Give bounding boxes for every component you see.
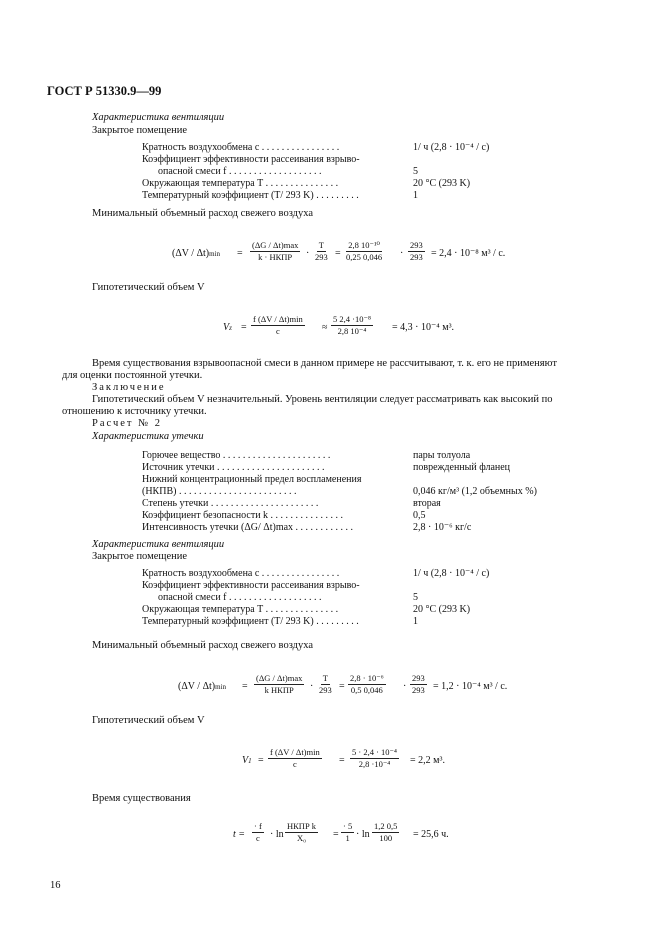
eq-result: = 2,4 · 10⁻⁸ м³ / с. <box>431 248 506 259</box>
eq-result: = 2,2 м³. <box>410 755 445 766</box>
fraction: · f c <box>254 821 262 843</box>
hyp-volume-1: Гипотетический объем V <box>92 282 205 293</box>
eq-result: = 1,2 · 10⁻⁴ м³ / с. <box>433 681 508 692</box>
conclusion-line1: Гипотетический объем V незначительный. Уровень вентиляции следует рассматривать как высокий по <box>92 394 553 405</box>
fraction: · 5 1 <box>343 821 353 843</box>
doc-header: ГОСТ Р 51330.9—99 <box>47 84 162 98</box>
fraction: 293 293 <box>412 673 425 695</box>
fraction: f (ΔV / Δt)min c <box>270 747 320 769</box>
eq-lhs: t = <box>233 829 246 840</box>
eq-result: = 4,3 · 10⁻⁴ м³. <box>392 322 455 333</box>
min-flow-2: Минимальный объемный расход свежего воздуха <box>92 640 314 651</box>
time-paragraph-line2: для оценки постоянной утечки. <box>62 370 203 381</box>
room-1: Закрытое помещение <box>92 125 188 136</box>
fraction: 5 · 2,4 · 10⁻⁴ 2,8 ·10⁻⁴ <box>352 747 397 769</box>
fraction: T 293 <box>319 673 332 695</box>
fraction: 1,2 0,5 100 <box>374 821 398 843</box>
fraction: 5 2,4 ·10⁻⁸ 2,8 10⁻⁴ <box>333 314 371 336</box>
conclusion-line2: отношению к источнику утечки. <box>62 406 207 417</box>
eq-lhs: (ΔV / Δt)min <box>178 681 227 692</box>
eq-lhs: (ΔV / Δt)min <box>172 248 221 259</box>
eq-lhs: Vz <box>223 322 232 333</box>
fraction: НКПР k X₀ <box>287 821 317 843</box>
room-2: Закрытое помещение <box>92 551 188 562</box>
page-number: 16 <box>50 880 61 891</box>
conclusion-title: Заключение <box>92 382 166 393</box>
vent-title-1: Характеристика вентиляции <box>92 112 225 123</box>
fraction: f (ΔV / Δt)min c <box>253 314 303 336</box>
fraction: T 293 <box>315 240 328 262</box>
min-flow-1: Минимальный объемный расход свежего воздуха <box>92 208 314 219</box>
vent-title-2: Характеристика вентиляции <box>92 539 225 550</box>
eq-result: = 25,6 ч. <box>413 829 449 840</box>
calc-title: Расчет № 2 <box>92 418 162 429</box>
time-title: Время существования <box>92 793 191 804</box>
fraction: 293 293 <box>410 240 423 262</box>
time-paragraph-line1: Время существования взрывоопасной смеси в данном примере не рассчитывают, т. к. его не применяют <box>92 358 557 369</box>
fraction: (ΔG / Δt)max k · НКПР <box>252 240 299 262</box>
fraction: (ΔG / Δt)max k НКПР <box>256 673 303 695</box>
fraction: 2,8 10⁻¹⁰ 0,25 0,046 <box>346 240 383 262</box>
fraction: 2,8 · 10⁻⁶ 0,5 0,046 <box>350 673 384 695</box>
hyp-volume-2: Гипотетический объем V <box>92 715 205 726</box>
eq-lhs: V1 <box>242 755 252 766</box>
leak-title: Характеристика утечки <box>92 431 204 442</box>
